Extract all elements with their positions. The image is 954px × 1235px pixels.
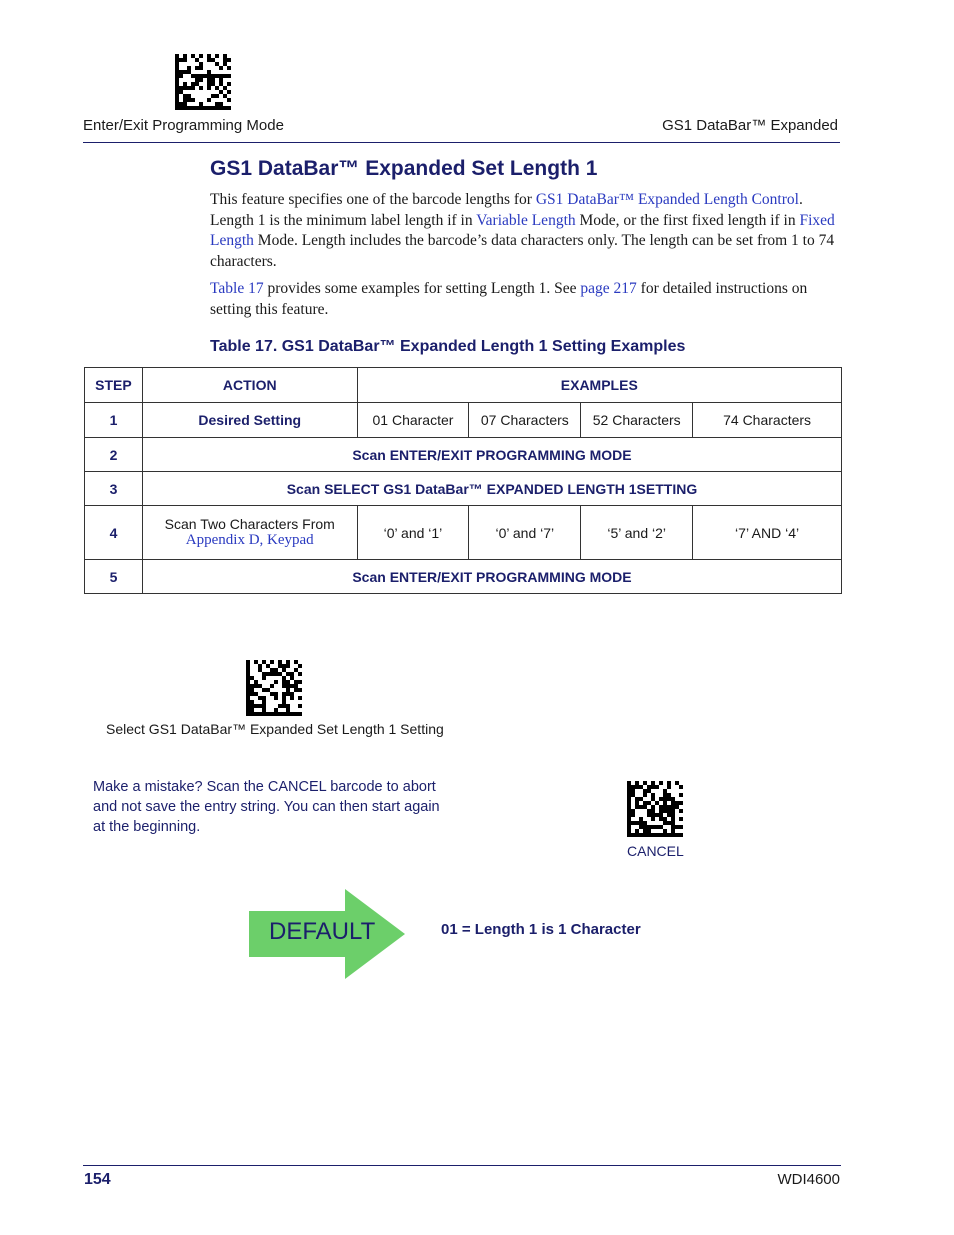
table-reference-paragraph [210, 279, 840, 320]
para-text: Mode. Length includes the barcode’s data characters only. The length can be set from 1 to 74 characters. [210, 232, 835, 270]
para-text: This feature specifies one of the barcode lengths for [210, 191, 536, 208]
example-cell: 52 Characters [581, 403, 693, 438]
example-cell: ‘0’ and ‘7’ [469, 506, 581, 560]
page-title: GS1 DataBar™ Expanded Set Length 1 [210, 157, 598, 180]
barcode-label: Select GS1 DataBar™ Expanded Set Length 1 Setting [106, 721, 444, 737]
para-text: . Length 1 is the minimum label length if in [210, 191, 803, 229]
cancel-barcode [627, 781, 683, 837]
step-cell: 4 [85, 506, 143, 560]
para-text: for detailed instructions on setting this feature. [210, 280, 808, 318]
enter-exit-barcode [175, 54, 231, 110]
fixed-length-link[interactable]: Fixed Length [210, 211, 835, 249]
header-divider [83, 142, 840, 143]
example-cell: 01 Character [357, 403, 469, 438]
table-caption: Table 17. GS1 DataBar™ Expanded Length 1 Setting Examples [210, 338, 686, 355]
page-217-link[interactable]: page 217 [580, 280, 637, 297]
setting-examples-table [84, 367, 842, 594]
table-header-row [85, 368, 842, 403]
cancel-instructions: Make a mistake? Scan the CANCEL barcode to abort and not save the entry string. You can then start again at the beginning. [93, 779, 440, 835]
table-row [85, 403, 842, 438]
action-cell [142, 506, 357, 560]
expanded-length-control-link[interactable]: GS1 DataBar™ Expanded Length Control [535, 191, 799, 208]
para-text: provides some examples for setting Length 1. See [263, 280, 581, 297]
example-cell: 07 Characters [469, 403, 581, 438]
table-row [85, 560, 842, 594]
header-action: ACTION [142, 368, 357, 403]
example-cell: ‘7’ AND ‘4’ [693, 506, 842, 560]
example-cell: ‘0’ and ‘1’ [357, 506, 469, 560]
header-examples: EXAMPLES [357, 368, 841, 403]
para-text: Mode, or the first fixed length if in [575, 211, 800, 229]
table-row [85, 472, 842, 506]
step-cell: 1 [85, 403, 143, 438]
table-row [85, 438, 842, 472]
header-section-title: Enter/Exit Programming Mode [83, 117, 284, 134]
variable-length-link[interactable]: Variable Length [476, 211, 576, 229]
step-cell: 2 [85, 438, 143, 472]
instruction-cell: Scan ENTER/EXIT PROGRAMMING MODE [142, 438, 841, 472]
step-cell: 5 [85, 560, 143, 594]
table-17-link[interactable]: Table 17 [210, 280, 264, 297]
example-cell: 74 Characters [693, 403, 842, 438]
table-row [85, 506, 842, 560]
appendix-d-keypad-link[interactable]: Appendix D, Keypad [185, 532, 314, 548]
example-cell: ‘5’ and ‘2’ [581, 506, 693, 560]
cancel-label: CANCEL [627, 843, 684, 859]
action-text: Scan Two Characters From [164, 516, 335, 532]
footer-divider [83, 1165, 841, 1166]
select-length-1-barcode [246, 660, 302, 716]
default-label: DEFAULT [269, 918, 376, 945]
step-cell: 3 [85, 472, 143, 506]
header-step: STEP [85, 368, 143, 403]
default-description: 01 = Length 1 is 1 Character [441, 921, 641, 938]
instruction-cell: Scan ENTER/EXIT PROGRAMMING MODE [142, 560, 841, 594]
page-number: 154 [84, 1171, 111, 1188]
instruction-cell: Scan SELECT GS1 DataBar™ EXPANDED LENGTH 1SETTING [142, 472, 841, 506]
action-cell: Desired Setting [142, 403, 357, 438]
intro-paragraph [210, 190, 840, 272]
document-id: WDI4600 [777, 1171, 840, 1188]
header-chapter-title: GS1 DataBar™ Expanded [662, 117, 838, 134]
